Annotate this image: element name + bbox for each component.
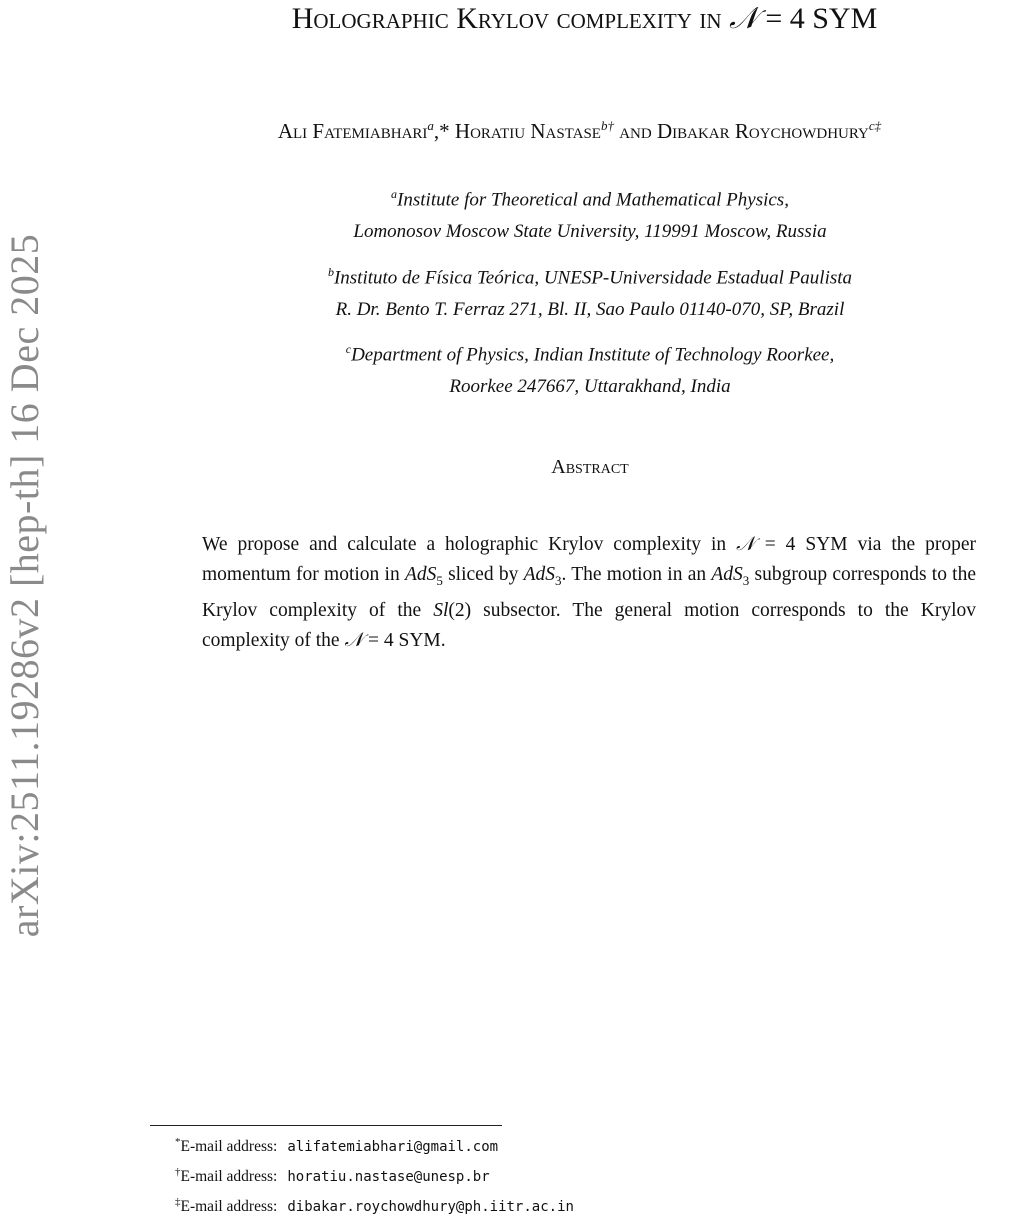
author-1-star: ,*	[433, 119, 450, 143]
abstract-ads3-b: AdS	[711, 564, 743, 585]
abstract-text-1: We propose and calculate a holographic Krylov complexity in	[202, 534, 737, 555]
abstract-ads5: AdS	[404, 564, 437, 585]
footnote-1-email-link[interactable]: alifatemiabhari@gmail.com	[287, 1139, 499, 1156]
footnote-2	[175, 1160, 975, 1190]
abstract-text-3: sliced by	[442, 564, 524, 585]
abstract-n-symbol-2: 𝒩	[344, 629, 364, 651]
title-n-symbol: 𝒩	[729, 2, 758, 35]
abstract-text-5: subgroup corresponds to the Krylov complexity of the	[202, 564, 977, 621]
author-1-name: Ali Fatemiabhari	[277, 119, 428, 143]
abstract-text-6: subsector. The general motion corresponds to the Krylov complexity of the	[202, 599, 976, 651]
author-2-name: Horatiu Nastase	[449, 119, 601, 143]
affiliation-c	[180, 333, 1000, 403]
footnote-3	[175, 1190, 975, 1220]
affiliation-a-line1: Institute for Theoretical and Mathematical Physics,	[397, 189, 789, 211]
affiliation-b-mark: b	[327, 265, 334, 279]
affiliation-b-line2: R. Dr. Bento T. Ferraz 271, Bl. II, Sao Paulo 01140-070, SP, Brazil	[335, 299, 845, 321]
footnote-2-mark: †	[175, 1166, 181, 1179]
abstract-ads3-a-sub: 3	[554, 572, 562, 588]
footnote-3-label: E-mail address:	[180, 1198, 278, 1216]
abstract-ads5-sub: 5	[436, 572, 443, 588]
authors-and: and	[613, 119, 657, 143]
abstract-sl2-arg: (2)	[448, 599, 472, 621]
author-2-mark: b†	[600, 118, 614, 133]
footnote-1	[175, 1130, 975, 1160]
title-prefix: Holographic Krylov complexity in	[291, 2, 730, 35]
affiliation-b-line1: Instituto de Física Teórica, UNESP-Universidade Estadual Paulista	[333, 267, 853, 289]
abstract-ads3-a: AdS	[523, 564, 555, 585]
affiliation-a-mark: a	[391, 187, 398, 201]
arxiv-id-text: arXiv:2511.19286v2 [hep-th] 16 Dec 2025	[2, 233, 48, 937]
footnote-1-mark: *	[175, 1136, 181, 1148]
abstract-text-4: . The motion in an	[561, 564, 712, 585]
abstract-text-2: = 4 SYM via the proper momentum for motion in	[202, 534, 976, 585]
affiliation-b	[180, 256, 1000, 326]
author-3-name: Dibakar Roychowdhury	[656, 119, 869, 143]
footnote-3-mark: ‡	[175, 1196, 181, 1209]
title-suffix: = 4 SYM	[757, 2, 878, 35]
affiliation-a	[180, 178, 1000, 248]
affiliation-c-line1: Department of Physics, Indian Institute of Technology Roorkee,	[351, 344, 835, 366]
footnote-1-label: E-mail address:	[180, 1138, 278, 1156]
footnotes	[175, 1130, 975, 1220]
author-1-mark: a	[427, 118, 434, 133]
abstract-heading: Abstract	[551, 456, 629, 478]
footnote-2-email-link[interactable]: horatiu.nastase@unesp.br	[287, 1169, 490, 1186]
footnote-rule	[150, 1125, 502, 1126]
abstract-body	[202, 530, 976, 656]
paper-title	[160, 0, 1009, 38]
abstract-ads3-b-sub: 3	[742, 572, 750, 588]
footnote-2-label: E-mail address:	[180, 1168, 278, 1186]
affiliation-c-line2: Roorkee 247667, Uttarakhand, India	[449, 376, 731, 398]
affiliation-a-line2: Lomonosov Moscow State University, 119991 Moscow, Russia	[353, 221, 827, 243]
abstract-text-7: = 4 SYM.	[363, 629, 446, 651]
affiliation-c-mark: c	[345, 342, 352, 356]
footnote-3-email-link[interactable]: dibakar.roychowdhury@ph.iitr.ac.in	[287, 1199, 574, 1216]
abstract-n-symbol-1: 𝒩	[736, 534, 755, 555]
arxiv-side-label	[0, 225, 50, 945]
author-3-mark: c‡	[868, 118, 882, 133]
author-list	[150, 118, 1009, 144]
abstract-sl2: Sl	[433, 599, 449, 621]
